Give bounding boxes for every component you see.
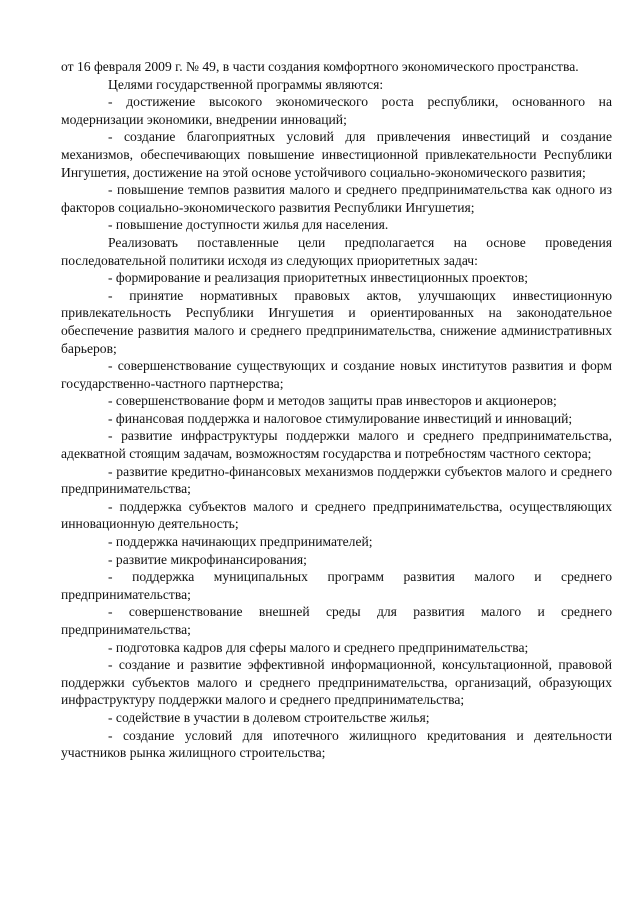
list-item-task: - развитие инфраструктуры поддержки малого и среднего предпринимательства, адекватной стоящим задачам, возможностям государства и потребностям частного сектора;	[61, 428, 612, 462]
paragraph-goals-intro: Целями государственной программы являются:	[108, 76, 384, 92]
list-item-task: - развитие кредитно-финансовых механизмов поддержки субъектов малого и среднего предпринимательства;	[61, 463, 612, 497]
list-item-goal: - повышение темпов развития малого и среднего предпринимательства как одного из факторов социально-экономического развития Республики Ингушетия;	[61, 182, 612, 215]
list-item-task: - совершенствование существующих и создание новых институтов развития и форм государственно-частного партнерства;	[61, 358, 612, 391]
list-item-task: - развитие микрофинансирования;	[108, 551, 307, 567]
list-item-task: - поддержка субъектов малого и среднего предпринимательства, осуществляющих инновационную деятельность;	[61, 498, 612, 532]
list-item-goal: - создание благоприятных условий для привлечения инвестиций и создание механизмов, обеспечивающих повышение инвестиционной привлекательности Республики Ингушетия, достижение на этой основе устойчивого социально-экономического развития;	[61, 129, 612, 180]
list-item-task: - совершенствование внешней среды для развития малого и среднего предпринимательства;	[61, 604, 612, 637]
list-item-task: - создание условий для ипотечного жилищного кредитования и деятельности участников рынка жилищного строительства;	[61, 727, 612, 761]
list-item-task: - формирование и реализация приоритетных инвестиционных проектов;	[108, 270, 529, 286]
list-item-task: - финансовая поддержка и налоговое стимулирование инвестиций и инноваций;	[108, 410, 573, 426]
list-item-task: - совершенствование форм и методов защиты прав инвесторов и акционеров;	[108, 393, 557, 409]
list-item-task: - создание и развитие эффективной информационной, консультационной, правовой поддержки субъектов малого и среднего предпринимательства, организаций, образующих инфраструктуру поддержки малого и среднего предпринимательства;	[61, 657, 612, 708]
list-item-task: - поддержка начинающих предпринимателей;	[108, 534, 373, 550]
list-item-task: - подготовка кадров для сферы малого и среднего предпринимательства;	[108, 639, 529, 655]
list-item-task: - принятие нормативных правовых актов, улучшающих инвестиционную привлекательность Республики Ингушетия и ориентированных на законодательное обеспечение развития малого и среднего предпринимательства, снижение административных барьеров;	[61, 287, 612, 356]
paragraph-tasks-intro: Реализовать поставленные цели предполагается на основе проведения последовательной политики исходя из следующих приоритетных задач:	[61, 234, 612, 268]
list-item-goal: - повышение доступности жилья для населения.	[108, 217, 389, 233]
document-body	[61, 58, 612, 762]
paragraph-continuation: от 16 февраля 2009 г. № 49, в части создания комфортного экономического пространства.	[61, 59, 579, 74]
list-item-task: - содействие в участии в долевом строительстве жилья;	[108, 709, 430, 725]
list-item-goal: - достижение высокого экономического роста республики, основанного на модернизации экономики, внедрении инноваций;	[61, 94, 612, 127]
list-item-task: - поддержка муниципальных программ развития малого и среднего предпринимательства;	[61, 569, 612, 602]
